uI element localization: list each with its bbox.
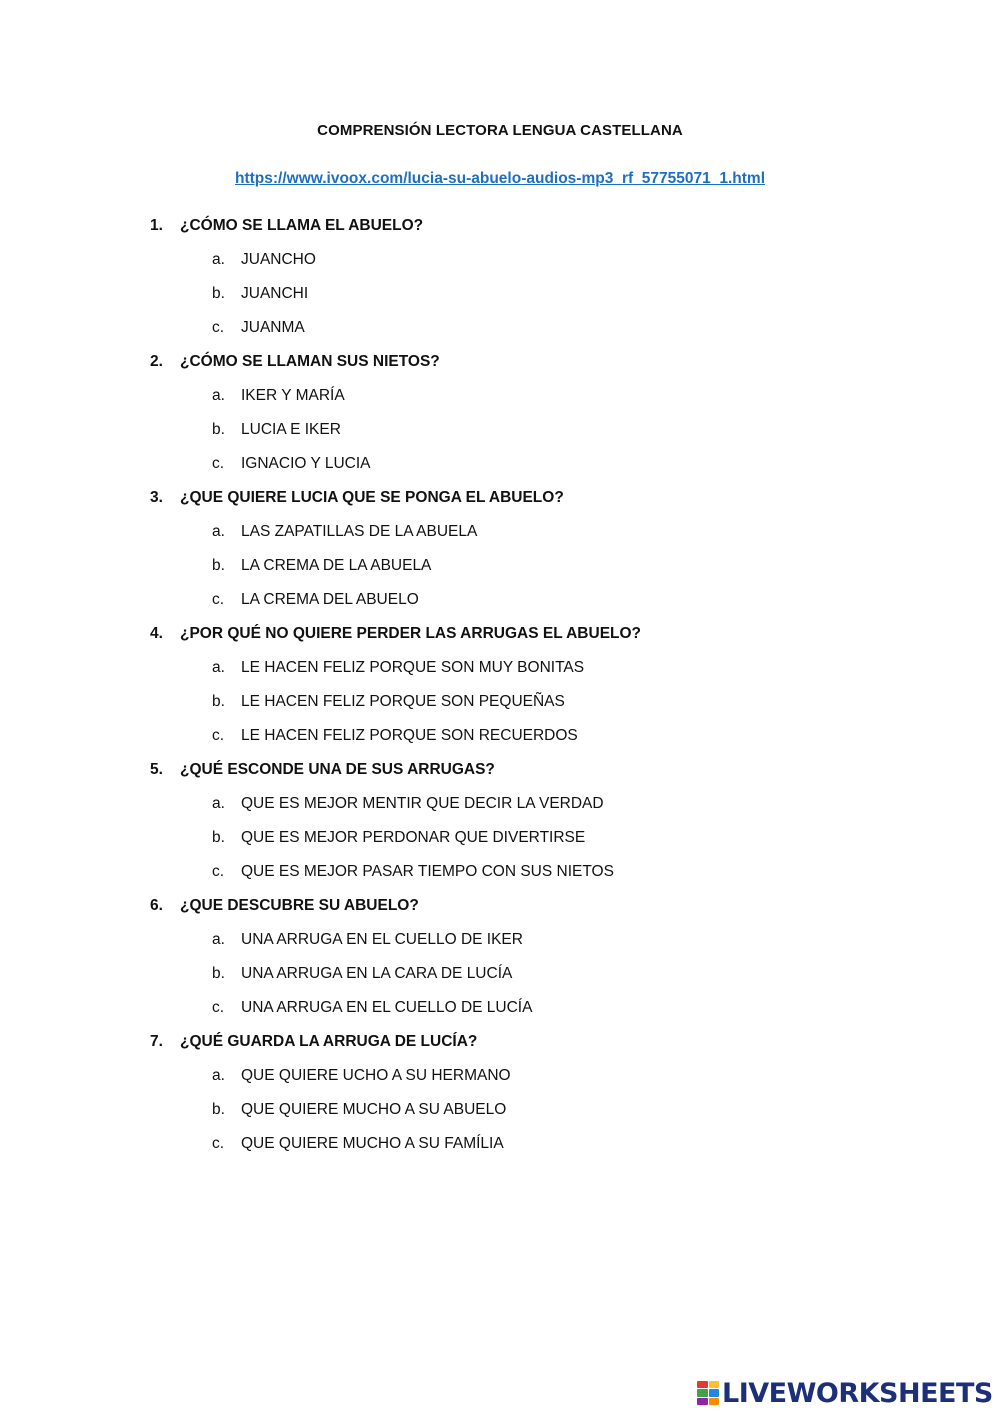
option-text: QUE QUIERE MUCHO A SU FAMÍLIA — [241, 1135, 504, 1152]
question-1 — [150, 216, 910, 352]
answer-option[interactable] — [150, 284, 910, 318]
question-heading — [150, 352, 910, 386]
option-text: QUE QUIERE UCHO A SU HERMANO — [241, 1067, 511, 1084]
answer-option[interactable] — [150, 386, 910, 420]
answer-option[interactable] — [150, 1066, 910, 1100]
answer-option[interactable] — [150, 658, 910, 692]
option-text: UNA ARRUGA EN LA CARA DE LUCÍA — [241, 965, 513, 982]
logo-square — [697, 1381, 708, 1388]
option-letter: a. — [212, 1067, 225, 1084]
option-letter: b. — [212, 1101, 225, 1118]
question-5 — [150, 760, 910, 896]
option-text: QUE ES MEJOR PASAR TIEMPO CON SUS NIETOS — [241, 863, 614, 880]
option-text: IGNACIO Y LUCIA — [241, 455, 371, 472]
answer-option[interactable] — [150, 250, 910, 284]
answer-option[interactable] — [150, 964, 910, 998]
option-text: UNA ARRUGA EN EL CUELLO DE IKER — [241, 931, 523, 948]
question-number: 5. — [150, 761, 163, 778]
answer-option[interactable] — [150, 318, 910, 352]
question-number: 3. — [150, 489, 163, 506]
question-text: ¿QUE QUIERE LUCIA QUE SE PONGA EL ABUELO? — [180, 489, 564, 506]
answer-option[interactable] — [150, 828, 910, 862]
option-letter: b. — [212, 829, 225, 846]
question-4 — [150, 624, 910, 760]
liveworksheets-logo — [697, 1378, 993, 1408]
option-letter: a. — [212, 387, 225, 404]
option-letter: b. — [212, 285, 225, 302]
option-text: QUE ES MEJOR MENTIR QUE DECIR LA VERDAD — [241, 795, 604, 812]
audio-link-container — [0, 170, 1000, 188]
question-number: 7. — [150, 1033, 163, 1050]
question-text: ¿CÓMO SE LLAMAN SUS NIETOS? — [180, 353, 440, 370]
question-number: 1. — [150, 217, 163, 234]
question-2 — [150, 352, 910, 488]
logo-text: LIVEWORKSHEETS — [722, 1377, 993, 1409]
option-letter: a. — [212, 659, 225, 676]
question-3 — [150, 488, 910, 624]
question-heading — [150, 896, 910, 930]
question-heading — [150, 216, 910, 250]
answer-option[interactable] — [150, 556, 910, 590]
option-text: LA CREMA DEL ABUELO — [241, 591, 419, 608]
question-number: 4. — [150, 625, 163, 642]
option-text: LE HACEN FELIZ PORQUE SON PEQUEÑAS — [241, 693, 565, 710]
option-text: LAS ZAPATILLAS DE LA ABUELA — [241, 523, 478, 540]
option-letter: b. — [212, 693, 225, 710]
option-letter: c. — [212, 591, 225, 608]
logo-square — [709, 1398, 720, 1405]
audio-link[interactable]: https://www.ivoox.com/lucia-su-abuelo-audios-mp3_rf_57755071_1.html — [234, 170, 765, 187]
option-letter: a. — [212, 931, 225, 948]
logo-square — [697, 1389, 708, 1396]
option-letter: a. — [212, 795, 225, 812]
liveworksheets-logo-icon — [697, 1381, 719, 1405]
question-heading — [150, 1032, 910, 1066]
logo-square — [697, 1398, 708, 1405]
option-letter: b. — [212, 421, 225, 438]
question-text: ¿QUÉ ESCONDE UNA DE SUS ARRUGAS? — [180, 761, 495, 778]
option-text: JUANCHI — [241, 285, 309, 302]
answer-option[interactable] — [150, 794, 910, 828]
answer-option[interactable] — [150, 454, 910, 488]
question-heading — [150, 760, 910, 794]
answer-option[interactable] — [150, 1100, 910, 1134]
option-text: IKER Y MARÍA — [241, 387, 345, 404]
option-text: JUANMA — [241, 319, 305, 336]
answer-option[interactable] — [150, 522, 910, 556]
option-letter: b. — [212, 557, 225, 574]
question-text: ¿CÓMO SE LLAMA EL ABUELO? — [180, 217, 424, 234]
question-number: 2. — [150, 353, 163, 370]
answer-option[interactable] — [150, 726, 910, 760]
option-letter: c. — [212, 999, 225, 1016]
option-letter: a. — [212, 251, 225, 268]
question-text: ¿POR QUÉ NO QUIERE PERDER LAS ARRUGAS EL ABUELO? — [180, 625, 642, 642]
logo-square — [709, 1389, 720, 1396]
question-text: ¿QUÉ GUARDA LA ARRUGA DE LUCÍA? — [180, 1033, 478, 1050]
option-text: LE HACEN FELIZ PORQUE SON MUY BONITAS — [241, 659, 585, 676]
option-text: UNA ARRUGA EN EL CUELLO DE LUCÍA — [241, 999, 533, 1016]
page-title: COMPRENSIÓN LECTORA LENGUA CASTELLANA — [317, 122, 683, 139]
option-text: QUE QUIERE MUCHO A SU ABUELO — [241, 1101, 507, 1118]
answer-option[interactable] — [150, 590, 910, 624]
option-text: JUANCHO — [241, 251, 316, 268]
option-letter: c. — [212, 727, 225, 744]
answer-option[interactable] — [150, 1134, 910, 1168]
question-number: 6. — [150, 897, 163, 914]
question-7 — [150, 1032, 910, 1168]
question-6 — [150, 896, 910, 1032]
answer-option[interactable] — [150, 998, 910, 1032]
option-text: QUE ES MEJOR PERDONAR QUE DIVERTIRSE — [241, 829, 586, 846]
question-heading — [150, 624, 910, 658]
answer-option[interactable] — [150, 692, 910, 726]
answer-option[interactable] — [150, 930, 910, 964]
answer-option[interactable] — [150, 862, 910, 896]
logo-square — [709, 1381, 720, 1388]
option-text: LA CREMA DE LA ABUELA — [241, 557, 432, 574]
option-letter: a. — [212, 523, 225, 540]
option-letter: c. — [212, 455, 225, 472]
question-text: ¿QUE DESCUBRE SU ABUELO? — [180, 897, 419, 914]
question-list — [150, 216, 910, 1168]
option-letter: c. — [212, 319, 225, 336]
option-letter: b. — [212, 965, 225, 982]
option-letter: c. — [212, 863, 225, 880]
answer-option[interactable] — [150, 420, 910, 454]
question-heading — [150, 488, 910, 522]
option-letter: c. — [212, 1135, 225, 1152]
option-text: LE HACEN FELIZ PORQUE SON RECUERDOS — [241, 727, 578, 744]
option-text: LUCIA E IKER — [241, 421, 341, 438]
